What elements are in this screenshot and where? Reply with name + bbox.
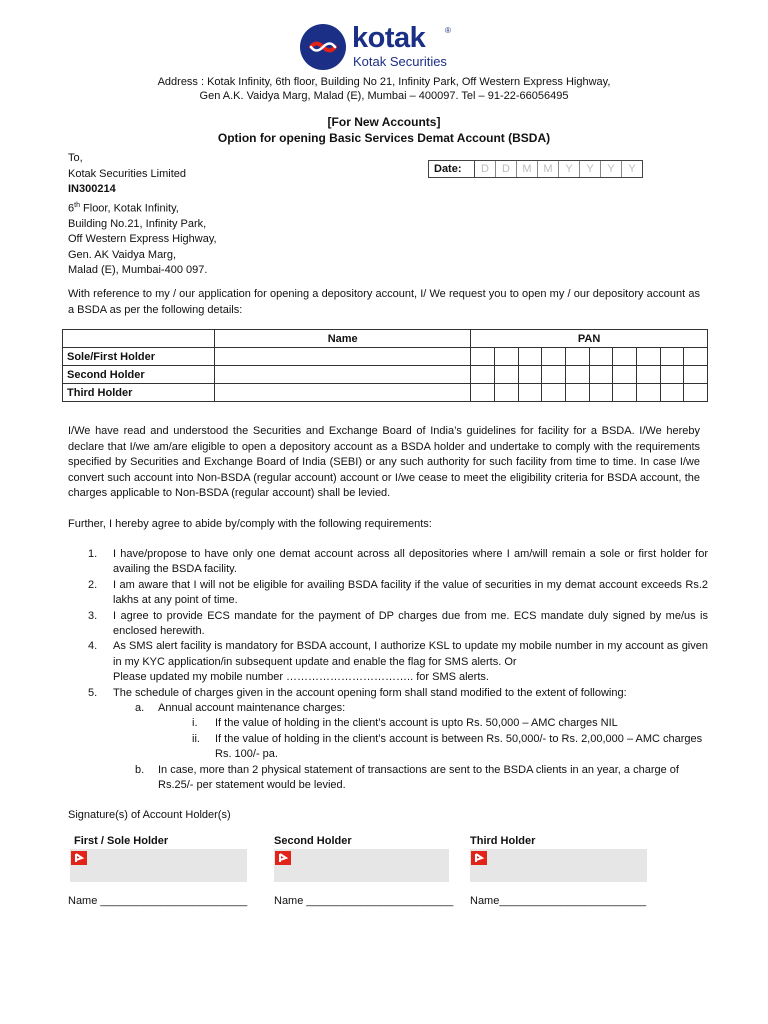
date-cell-year-4[interactable]: Y	[628, 163, 636, 175]
second-holder-signature-box[interactable]	[274, 849, 449, 882]
intro-paragraph: With reference to my / our application for opening a depository account, I/ We request you to open my / our depository account as a BSDA as per the following details:	[68, 288, 700, 316]
address-line-2: Gen A.K. Vaidya Marg, Malad (E), Mumbai – 400097. Tel – 91-22-66056495	[199, 90, 569, 102]
date-cell-month-1[interactable]: M	[517, 161, 538, 177]
name-column-header: Name	[215, 330, 471, 348]
recipient-company: Kotak Securities Limited	[68, 167, 186, 180]
pan-cell[interactable]	[471, 366, 495, 384]
pan-cell[interactable]	[684, 366, 708, 384]
to-label: To,	[68, 152, 83, 164]
row-label-third-holder: Third Holder	[63, 384, 215, 402]
table-row	[63, 366, 708, 384]
signature-flag-icon	[275, 851, 291, 865]
list-item: i. If the value of holding in the client’s account is upto Rs. 50,000 – AMC charges NIL	[192, 717, 618, 730]
third-holder-label: Third Holder	[470, 835, 536, 847]
signature-flag-icon	[71, 851, 87, 865]
pan-cell[interactable]	[636, 348, 660, 366]
list-item: 4. As SMS alert facility is mandatory for BSDA account, I authorize KSL to update my mobile number in my account as given in my KYC application/in subsequent update and enable the flag for SMS alerts. Or Please updated my mobile number …………………………….. for SMS alerts.	[88, 640, 708, 684]
pan-cell[interactable]	[660, 348, 684, 366]
pan-cell[interactable]	[518, 348, 542, 366]
pan-cell[interactable]	[660, 366, 684, 384]
pan-column-header: PAN	[471, 330, 708, 348]
pan-cell[interactable]	[542, 348, 566, 366]
for-new-accounts-heading: [For New Accounts]	[327, 115, 441, 129]
recipient-marg: Gen. AK Vaidya Marg,	[68, 248, 177, 261]
recipient-floor: 6th Floor, Kotak Infinity,	[68, 201, 179, 215]
pan-cell[interactable]	[684, 384, 708, 402]
list-item: a. Annual account maintenance charges:	[135, 702, 346, 715]
holders-table	[62, 329, 708, 402]
second-holder-label: Second Holder	[274, 835, 352, 847]
recipient-building: Building No.21, Infinity Park,	[68, 217, 207, 230]
date-label: Date:	[429, 161, 475, 177]
date-cell-year-1[interactable]: Y	[559, 161, 580, 177]
date-cell-day-1[interactable]: D	[475, 161, 496, 177]
table-header-row	[63, 330, 708, 348]
third-holder-name-field[interactable]	[215, 384, 471, 402]
recipient-highway: Off Western Express Highway,	[68, 233, 217, 246]
pan-cell[interactable]	[542, 384, 566, 402]
row-label-second-holder: Second Holder	[63, 366, 215, 384]
pan-cell[interactable]	[684, 348, 708, 366]
pan-cell[interactable]	[613, 348, 637, 366]
kotak-logo-icon	[300, 24, 346, 70]
pan-cell[interactable]	[589, 366, 613, 384]
declaration-paragraph: I/We have read and understood the Securities and Exchange Board of India’s guidelines for facility for a BSDA. I/We hereby declare that I/we am/are eligible to open a depository account as a BSDA holder and undertake to comply with the requirements specified by Securities and Exchange Board of India (SEBI) or any such authority for such facility from time to time. In case I/we convert such account into Non-BSDA (regular account) account or I/we cease to meet the eligibility criteria for BSDA account, the charges applicable to Non-BSDA (regular account) shall be levied.	[68, 425, 700, 499]
table-row	[63, 384, 708, 402]
date-cell-day-2[interactable]: D	[496, 161, 517, 177]
address-line-1: Address : Kotak Infinity, 6th floor, Building No 21, Infinity Park, Off Western Express Highway,	[157, 76, 611, 88]
list-item: 2. I am aware that I will not be eligible for availing BSDA facility if the value of securities in my demat account exceeds Rs.2 lakhs at any point of time.	[88, 578, 708, 607]
pan-cell[interactable]	[471, 384, 495, 402]
pan-cell[interactable]	[518, 384, 542, 402]
brand-subtitle: Kotak Securities	[353, 54, 447, 69]
pan-cell[interactable]	[636, 366, 660, 384]
pan-cell[interactable]	[518, 366, 542, 384]
pan-cell[interactable]	[636, 384, 660, 402]
first-holder-signature-box[interactable]	[70, 849, 247, 882]
date-cell-year-2[interactable]: Y	[580, 161, 601, 177]
signatures-heading: Signature(s) of Account Holder(s)	[68, 809, 231, 821]
further-paragraph: Further, I hereby agree to abide by/comply with the following requirements:	[68, 518, 432, 530]
pan-cell[interactable]	[565, 366, 589, 384]
list-item: 1. I have/propose to have only one demat account across all depositories where I am/will remain a sole or first holder for availing the BSDA facility.	[88, 548, 708, 576]
list-item: ii. If the value of holding in the client’s account is between Rs. 50,000/- to Rs. 2,00,000 – AMC charges Rs. 100/- pa.	[192, 732, 703, 761]
pan-cell[interactable]	[565, 384, 589, 402]
list-item: 3. I agree to provide ECS mandate for the payment of DP charges due from me. ECS mandate duly signed by me/us is enclosed herewith.	[88, 609, 708, 638]
registered-mark: ®	[445, 26, 451, 35]
pan-cell[interactable]	[494, 384, 518, 402]
second-holder-name-field[interactable]	[215, 366, 471, 384]
page-title: Option for opening Basic Services Demat Account (BSDA)	[217, 131, 551, 145]
pan-cell[interactable]	[660, 384, 684, 402]
row-label-first-holder: Sole/First Holder	[63, 348, 215, 366]
signature-flag-icon	[471, 851, 487, 865]
date-cell-year-3[interactable]: Y	[601, 161, 622, 177]
pan-cell[interactable]	[565, 348, 589, 366]
pan-cell[interactable]	[471, 348, 495, 366]
list-item: b. In case, more than 2 physical statement of transactions are sent to the BSDA clients in an year, a charge of Rs.25/- per statement would be levied.	[135, 763, 679, 792]
recipient-address	[68, 151, 217, 279]
first-holder-name-field[interactable]	[215, 348, 471, 366]
mobile-number-line: Please updated my mobile number …………………………….. for SMS alerts.	[113, 671, 489, 684]
pan-cell[interactable]	[542, 366, 566, 384]
pan-cell[interactable]	[589, 384, 613, 402]
first-holder-label: First / Sole Holder	[74, 835, 169, 847]
brand-name: kotak	[352, 22, 426, 54]
recipient-city: Malad (E), Mumbai-400 097.	[68, 264, 208, 277]
third-holder-name-line[interactable]: Name________________________	[470, 895, 647, 907]
kotak-logo	[300, 24, 470, 70]
pan-cell[interactable]	[613, 384, 637, 402]
list-item: 5. The schedule of charges given in the account opening form shall stand modified to the extent of following:	[88, 686, 627, 699]
pan-cell[interactable]	[494, 366, 518, 384]
date-cell-month-2[interactable]: M	[538, 161, 559, 177]
table-row	[63, 348, 708, 366]
third-holder-signature-box[interactable]	[470, 849, 647, 882]
requirements-list	[68, 547, 708, 794]
pan-cell[interactable]	[613, 366, 637, 384]
second-holder-name-line[interactable]: Name ________________________	[274, 895, 454, 907]
pan-cell[interactable]	[589, 348, 613, 366]
pan-cell[interactable]	[494, 348, 518, 366]
recipient-dp-id: IN300214	[68, 183, 116, 195]
date-field[interactable]	[428, 160, 643, 178]
first-holder-name-line[interactable]: Name ________________________	[68, 895, 248, 907]
